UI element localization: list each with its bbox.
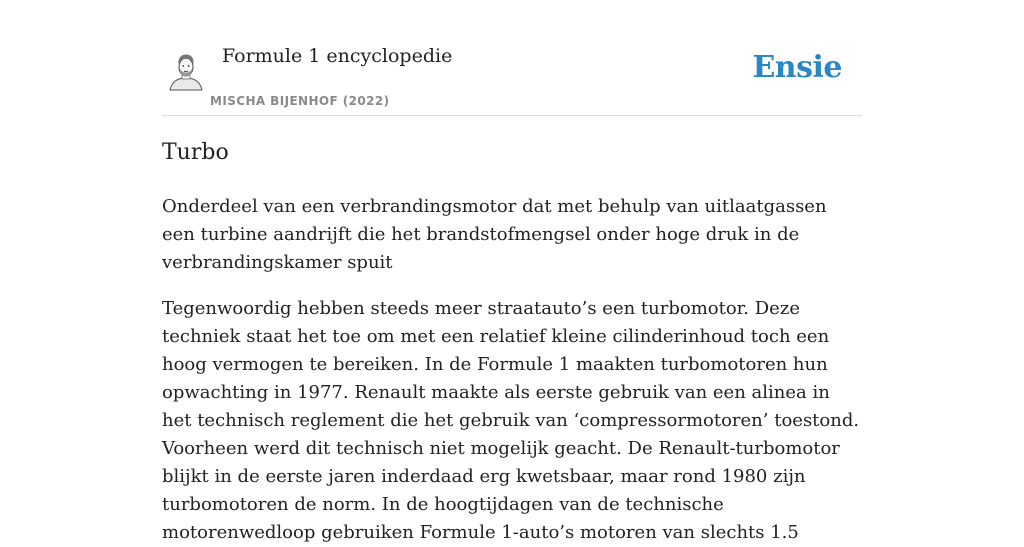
author-portrait-icon[interactable] <box>164 48 208 92</box>
entry-body: Tegenwoordig hebben steeds meer straatauto’s een turbomotor. Deze techniek staat het toe om met een relatief kleine cilinderinhoud toch een hoog vermogen te bereiken. In de Formule 1 maakten turbomotoren hun opwachting in 1977. Renault maakte als eerste gebruik van een alinea in het technisch reglement die het gebruik van ‘compressormotoren’ toestond. Voorheen werd dit technisch niet mogelijk geacht. De Renault-turbomotor blijkt in de eerste jaren inderdaad erg kwetsbaar, maar rond 1980 zijn turbomotoren de norm. In de hoogtijdagen van de technische motorenwedloop gebruiken Formule 1-auto’s motoren van slechts 1.5 <box>162 298 860 543</box>
author-byline: MISCHA BIJENHOF (2022) <box>210 94 390 108</box>
source-title[interactable]: Formule 1 encyclopedie <box>222 45 453 67</box>
entry-definition: Onderdeel van een verbrandingsmotor dat met behulp van uitlaatgassen een turbine aandrijft die het brandstofmengsel onder hoge druk in de verbrandingskamer spuit <box>162 196 827 273</box>
entry-title: Turbo <box>162 140 229 165</box>
article-header <box>162 0 862 116</box>
ensie-logo[interactable]: Ensie <box>752 50 842 85</box>
article-container <box>162 0 862 543</box>
